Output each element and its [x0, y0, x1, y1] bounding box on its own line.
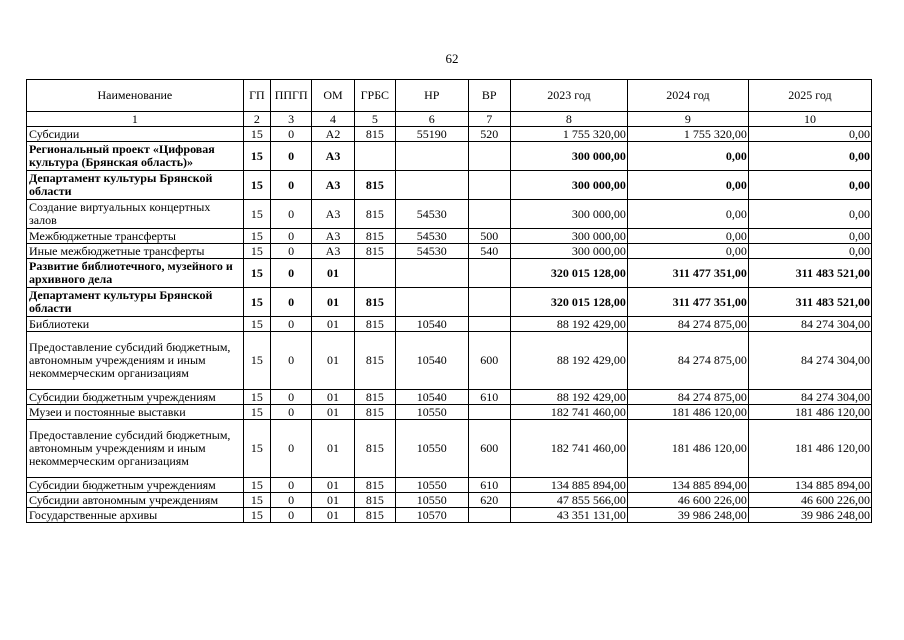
- ppgp-cell: 0: [271, 317, 312, 332]
- column-number-cell: 7: [468, 112, 510, 127]
- amount-2023-cell: 320 015 128,00: [510, 259, 627, 288]
- ppgp-cell: 0: [271, 405, 312, 420]
- column-number-cell: 3: [271, 112, 312, 127]
- name-cell: Музеи и постоянные выставки: [27, 405, 244, 420]
- table-row: [27, 142, 872, 171]
- nr-cell: 10550: [396, 405, 469, 420]
- amount-2025-cell: 0,00: [748, 171, 871, 200]
- om-cell: 01: [312, 478, 354, 493]
- header-row: [27, 80, 872, 112]
- vr-cell: [468, 171, 510, 200]
- om-cell: 01: [312, 259, 354, 288]
- amount-2023-cell: 300 000,00: [510, 244, 627, 259]
- amount-2023-cell: 300 000,00: [510, 142, 627, 171]
- om-cell: 01: [312, 405, 354, 420]
- gp-cell: 15: [243, 171, 270, 200]
- column-number-cell: 9: [627, 112, 748, 127]
- amount-2023-cell: 300 000,00: [510, 229, 627, 244]
- grbs-cell: 815: [354, 288, 395, 317]
- column-number-cell: 4: [312, 112, 354, 127]
- nr-cell: 10540: [396, 317, 469, 332]
- ppgp-cell: 0: [271, 420, 312, 478]
- nr-cell: 10570: [396, 508, 469, 523]
- column-number-cell: 1: [27, 112, 244, 127]
- column-number-cell: 8: [510, 112, 627, 127]
- gp-cell: 15: [243, 405, 270, 420]
- om-cell: 01: [312, 288, 354, 317]
- name-cell: Библиотеки: [27, 317, 244, 332]
- gp-cell: 15: [243, 127, 270, 142]
- amount-2024-cell: 181 486 120,00: [627, 420, 748, 478]
- header-cell: ГРБС: [354, 80, 395, 112]
- column-number-cell: 10: [748, 112, 871, 127]
- amount-2024-cell: 0,00: [627, 142, 748, 171]
- nr-cell: 10550: [396, 478, 469, 493]
- table-row: [27, 200, 872, 229]
- table-row: [27, 229, 872, 244]
- column-number-row: [27, 112, 872, 127]
- vr-cell: 500: [468, 229, 510, 244]
- amount-2023-cell: 43 351 131,00: [510, 508, 627, 523]
- table-row: [27, 405, 872, 420]
- vr-cell: 520: [468, 127, 510, 142]
- vr-cell: [468, 288, 510, 317]
- table-row: [27, 390, 872, 405]
- column-number-cell: 6: [396, 112, 469, 127]
- amount-2023-cell: 320 015 128,00: [510, 288, 627, 317]
- ppgp-cell: 0: [271, 390, 312, 405]
- amount-2023-cell: 300 000,00: [510, 200, 627, 229]
- nr-cell: 10540: [396, 390, 469, 405]
- amount-2025-cell: 0,00: [748, 127, 871, 142]
- table-row: [27, 317, 872, 332]
- om-cell: 01: [312, 420, 354, 478]
- amount-2023-cell: 1 755 320,00: [510, 127, 627, 142]
- name-cell: Департамент культуры Брянской области: [27, 288, 244, 317]
- om-cell: А3: [312, 142, 354, 171]
- amount-2024-cell: 0,00: [627, 244, 748, 259]
- grbs-cell: 815: [354, 508, 395, 523]
- grbs-cell: [354, 142, 395, 171]
- gp-cell: 15: [243, 259, 270, 288]
- amount-2024-cell: 0,00: [627, 200, 748, 229]
- gp-cell: 15: [243, 332, 270, 390]
- grbs-cell: 815: [354, 229, 395, 244]
- amount-2025-cell: 0,00: [748, 244, 871, 259]
- nr-cell: [396, 259, 469, 288]
- gp-cell: 15: [243, 317, 270, 332]
- name-cell: Предоставление субсидий бюджетным, автономным учреждениям и иным некоммерческим организациям: [27, 332, 244, 390]
- table-row: [27, 508, 872, 523]
- ppgp-cell: 0: [271, 508, 312, 523]
- nr-cell: 54530: [396, 200, 469, 229]
- column-number-cell: 5: [354, 112, 395, 127]
- header-cell: ГП: [243, 80, 270, 112]
- nr-cell: 10550: [396, 493, 469, 508]
- column-number-cell: 2: [243, 112, 270, 127]
- nr-cell: 54530: [396, 229, 469, 244]
- amount-2025-cell: 0,00: [748, 229, 871, 244]
- ppgp-cell: 0: [271, 332, 312, 390]
- om-cell: А3: [312, 244, 354, 259]
- grbs-cell: 815: [354, 127, 395, 142]
- amount-2024-cell: 0,00: [627, 229, 748, 244]
- nr-cell: [396, 171, 469, 200]
- table-row: [27, 288, 872, 317]
- amount-2024-cell: 134 885 894,00: [627, 478, 748, 493]
- amount-2025-cell: 181 486 120,00: [748, 420, 871, 478]
- header-cell: 2023 год: [510, 80, 627, 112]
- vr-cell: 540: [468, 244, 510, 259]
- om-cell: А2: [312, 127, 354, 142]
- amount-2025-cell: 0,00: [748, 142, 871, 171]
- grbs-cell: 815: [354, 493, 395, 508]
- gp-cell: 15: [243, 420, 270, 478]
- grbs-cell: 815: [354, 200, 395, 229]
- amount-2023-cell: 88 192 429,00: [510, 332, 627, 390]
- amount-2025-cell: 39 986 248,00: [748, 508, 871, 523]
- vr-cell: 610: [468, 390, 510, 405]
- ppgp-cell: 0: [271, 244, 312, 259]
- nr-cell: [396, 142, 469, 171]
- gp-cell: 15: [243, 142, 270, 171]
- table-row: [27, 171, 872, 200]
- header-cell: НР: [396, 80, 469, 112]
- header-cell: 2025 год: [748, 80, 871, 112]
- ppgp-cell: 0: [271, 127, 312, 142]
- name-cell: Предоставление субсидий бюджетным, автономным учреждениям и иным некоммерческим организациям: [27, 420, 244, 478]
- gp-cell: 15: [243, 493, 270, 508]
- grbs-cell: 815: [354, 317, 395, 332]
- header-cell: Наименование: [27, 80, 244, 112]
- gp-cell: 15: [243, 244, 270, 259]
- amount-2024-cell: 311 477 351,00: [627, 288, 748, 317]
- name-cell: Субсидии бюджетным учреждениям: [27, 390, 244, 405]
- table-row: [27, 493, 872, 508]
- amount-2025-cell: 311 483 521,00: [748, 259, 871, 288]
- header-cell: ВР: [468, 80, 510, 112]
- ppgp-cell: 0: [271, 493, 312, 508]
- name-cell: Создание виртуальных концертных залов: [27, 200, 244, 229]
- nr-cell: 54530: [396, 244, 469, 259]
- name-cell: Иные межбюджетные трансферты: [27, 244, 244, 259]
- vr-cell: 600: [468, 332, 510, 390]
- vr-cell: [468, 200, 510, 229]
- ppgp-cell: 0: [271, 259, 312, 288]
- amount-2023-cell: 182 741 460,00: [510, 405, 627, 420]
- grbs-cell: 815: [354, 244, 395, 259]
- gp-cell: 15: [243, 390, 270, 405]
- grbs-cell: 815: [354, 390, 395, 405]
- gp-cell: 15: [243, 200, 270, 229]
- amount-2025-cell: 181 486 120,00: [748, 405, 871, 420]
- amount-2023-cell: 134 885 894,00: [510, 478, 627, 493]
- om-cell: 01: [312, 317, 354, 332]
- grbs-cell: 815: [354, 420, 395, 478]
- gp-cell: 15: [243, 478, 270, 493]
- amount-2024-cell: 39 986 248,00: [627, 508, 748, 523]
- amount-2025-cell: 311 483 521,00: [748, 288, 871, 317]
- budget-table: [26, 79, 872, 523]
- name-cell: Субсидии: [27, 127, 244, 142]
- vr-cell: [468, 508, 510, 523]
- amount-2023-cell: 88 192 429,00: [510, 390, 627, 405]
- ppgp-cell: 0: [271, 142, 312, 171]
- grbs-cell: 815: [354, 405, 395, 420]
- om-cell: А3: [312, 171, 354, 200]
- amount-2025-cell: 46 600 226,00: [748, 493, 871, 508]
- table-row: [27, 244, 872, 259]
- vr-cell: 620: [468, 493, 510, 508]
- header-cell: ОМ: [312, 80, 354, 112]
- amount-2024-cell: 1 755 320,00: [627, 127, 748, 142]
- vr-cell: [468, 142, 510, 171]
- amount-2024-cell: 84 274 875,00: [627, 390, 748, 405]
- om-cell: 01: [312, 390, 354, 405]
- gp-cell: 15: [243, 508, 270, 523]
- amount-2024-cell: 0,00: [627, 171, 748, 200]
- vr-cell: [468, 405, 510, 420]
- name-cell: Развитие библиотечного, музейного и архивного дела: [27, 259, 244, 288]
- amount-2023-cell: 182 741 460,00: [510, 420, 627, 478]
- table-row: [27, 127, 872, 142]
- om-cell: А3: [312, 229, 354, 244]
- amount-2025-cell: 134 885 894,00: [748, 478, 871, 493]
- ppgp-cell: 0: [271, 478, 312, 493]
- header-cell: ППГП: [271, 80, 312, 112]
- grbs-cell: 815: [354, 171, 395, 200]
- om-cell: А3: [312, 200, 354, 229]
- amount-2024-cell: 311 477 351,00: [627, 259, 748, 288]
- ppgp-cell: 0: [271, 171, 312, 200]
- grbs-cell: [354, 259, 395, 288]
- name-cell: Государственные архивы: [27, 508, 244, 523]
- name-cell: Субсидии бюджетным учреждениям: [27, 478, 244, 493]
- vr-cell: 600: [468, 420, 510, 478]
- gp-cell: 15: [243, 229, 270, 244]
- gp-cell: 15: [243, 288, 270, 317]
- nr-cell: 55190: [396, 127, 469, 142]
- vr-cell: [468, 317, 510, 332]
- vr-cell: 610: [468, 478, 510, 493]
- header-cell: 2024 год: [627, 80, 748, 112]
- amount-2024-cell: 84 274 875,00: [627, 317, 748, 332]
- table-row: [27, 478, 872, 493]
- om-cell: 01: [312, 493, 354, 508]
- amount-2024-cell: 181 486 120,00: [627, 405, 748, 420]
- ppgp-cell: 0: [271, 200, 312, 229]
- amount-2024-cell: 84 274 875,00: [627, 332, 748, 390]
- name-cell: Межбюджетные трансферты: [27, 229, 244, 244]
- vr-cell: [468, 259, 510, 288]
- nr-cell: 10550: [396, 420, 469, 478]
- amount-2025-cell: 84 274 304,00: [748, 317, 871, 332]
- ppgp-cell: 0: [271, 229, 312, 244]
- amount-2025-cell: 0,00: [748, 200, 871, 229]
- table-row: [27, 259, 872, 288]
- page-number: 62: [445, 51, 459, 66]
- nr-cell: [396, 288, 469, 317]
- name-cell: Субсидии автономным учреждениям: [27, 493, 244, 508]
- grbs-cell: 815: [354, 332, 395, 390]
- name-cell: Департамент культуры Брянской области: [27, 171, 244, 200]
- amount-2023-cell: 300 000,00: [510, 171, 627, 200]
- name-cell: Региональный проект «Цифровая культура (Брянская область)»: [27, 142, 244, 171]
- amount-2023-cell: 47 855 566,00: [510, 493, 627, 508]
- amount-2025-cell: 84 274 304,00: [748, 332, 871, 390]
- amount-2024-cell: 46 600 226,00: [627, 493, 748, 508]
- table-row: [27, 332, 872, 390]
- grbs-cell: 815: [354, 478, 395, 493]
- amount-2025-cell: 84 274 304,00: [748, 390, 871, 405]
- amount-2023-cell: 88 192 429,00: [510, 317, 627, 332]
- om-cell: 01: [312, 508, 354, 523]
- om-cell: 01: [312, 332, 354, 390]
- ppgp-cell: 0: [271, 288, 312, 317]
- table-body: [27, 80, 872, 523]
- nr-cell: 10540: [396, 332, 469, 390]
- table-row: [27, 420, 872, 478]
